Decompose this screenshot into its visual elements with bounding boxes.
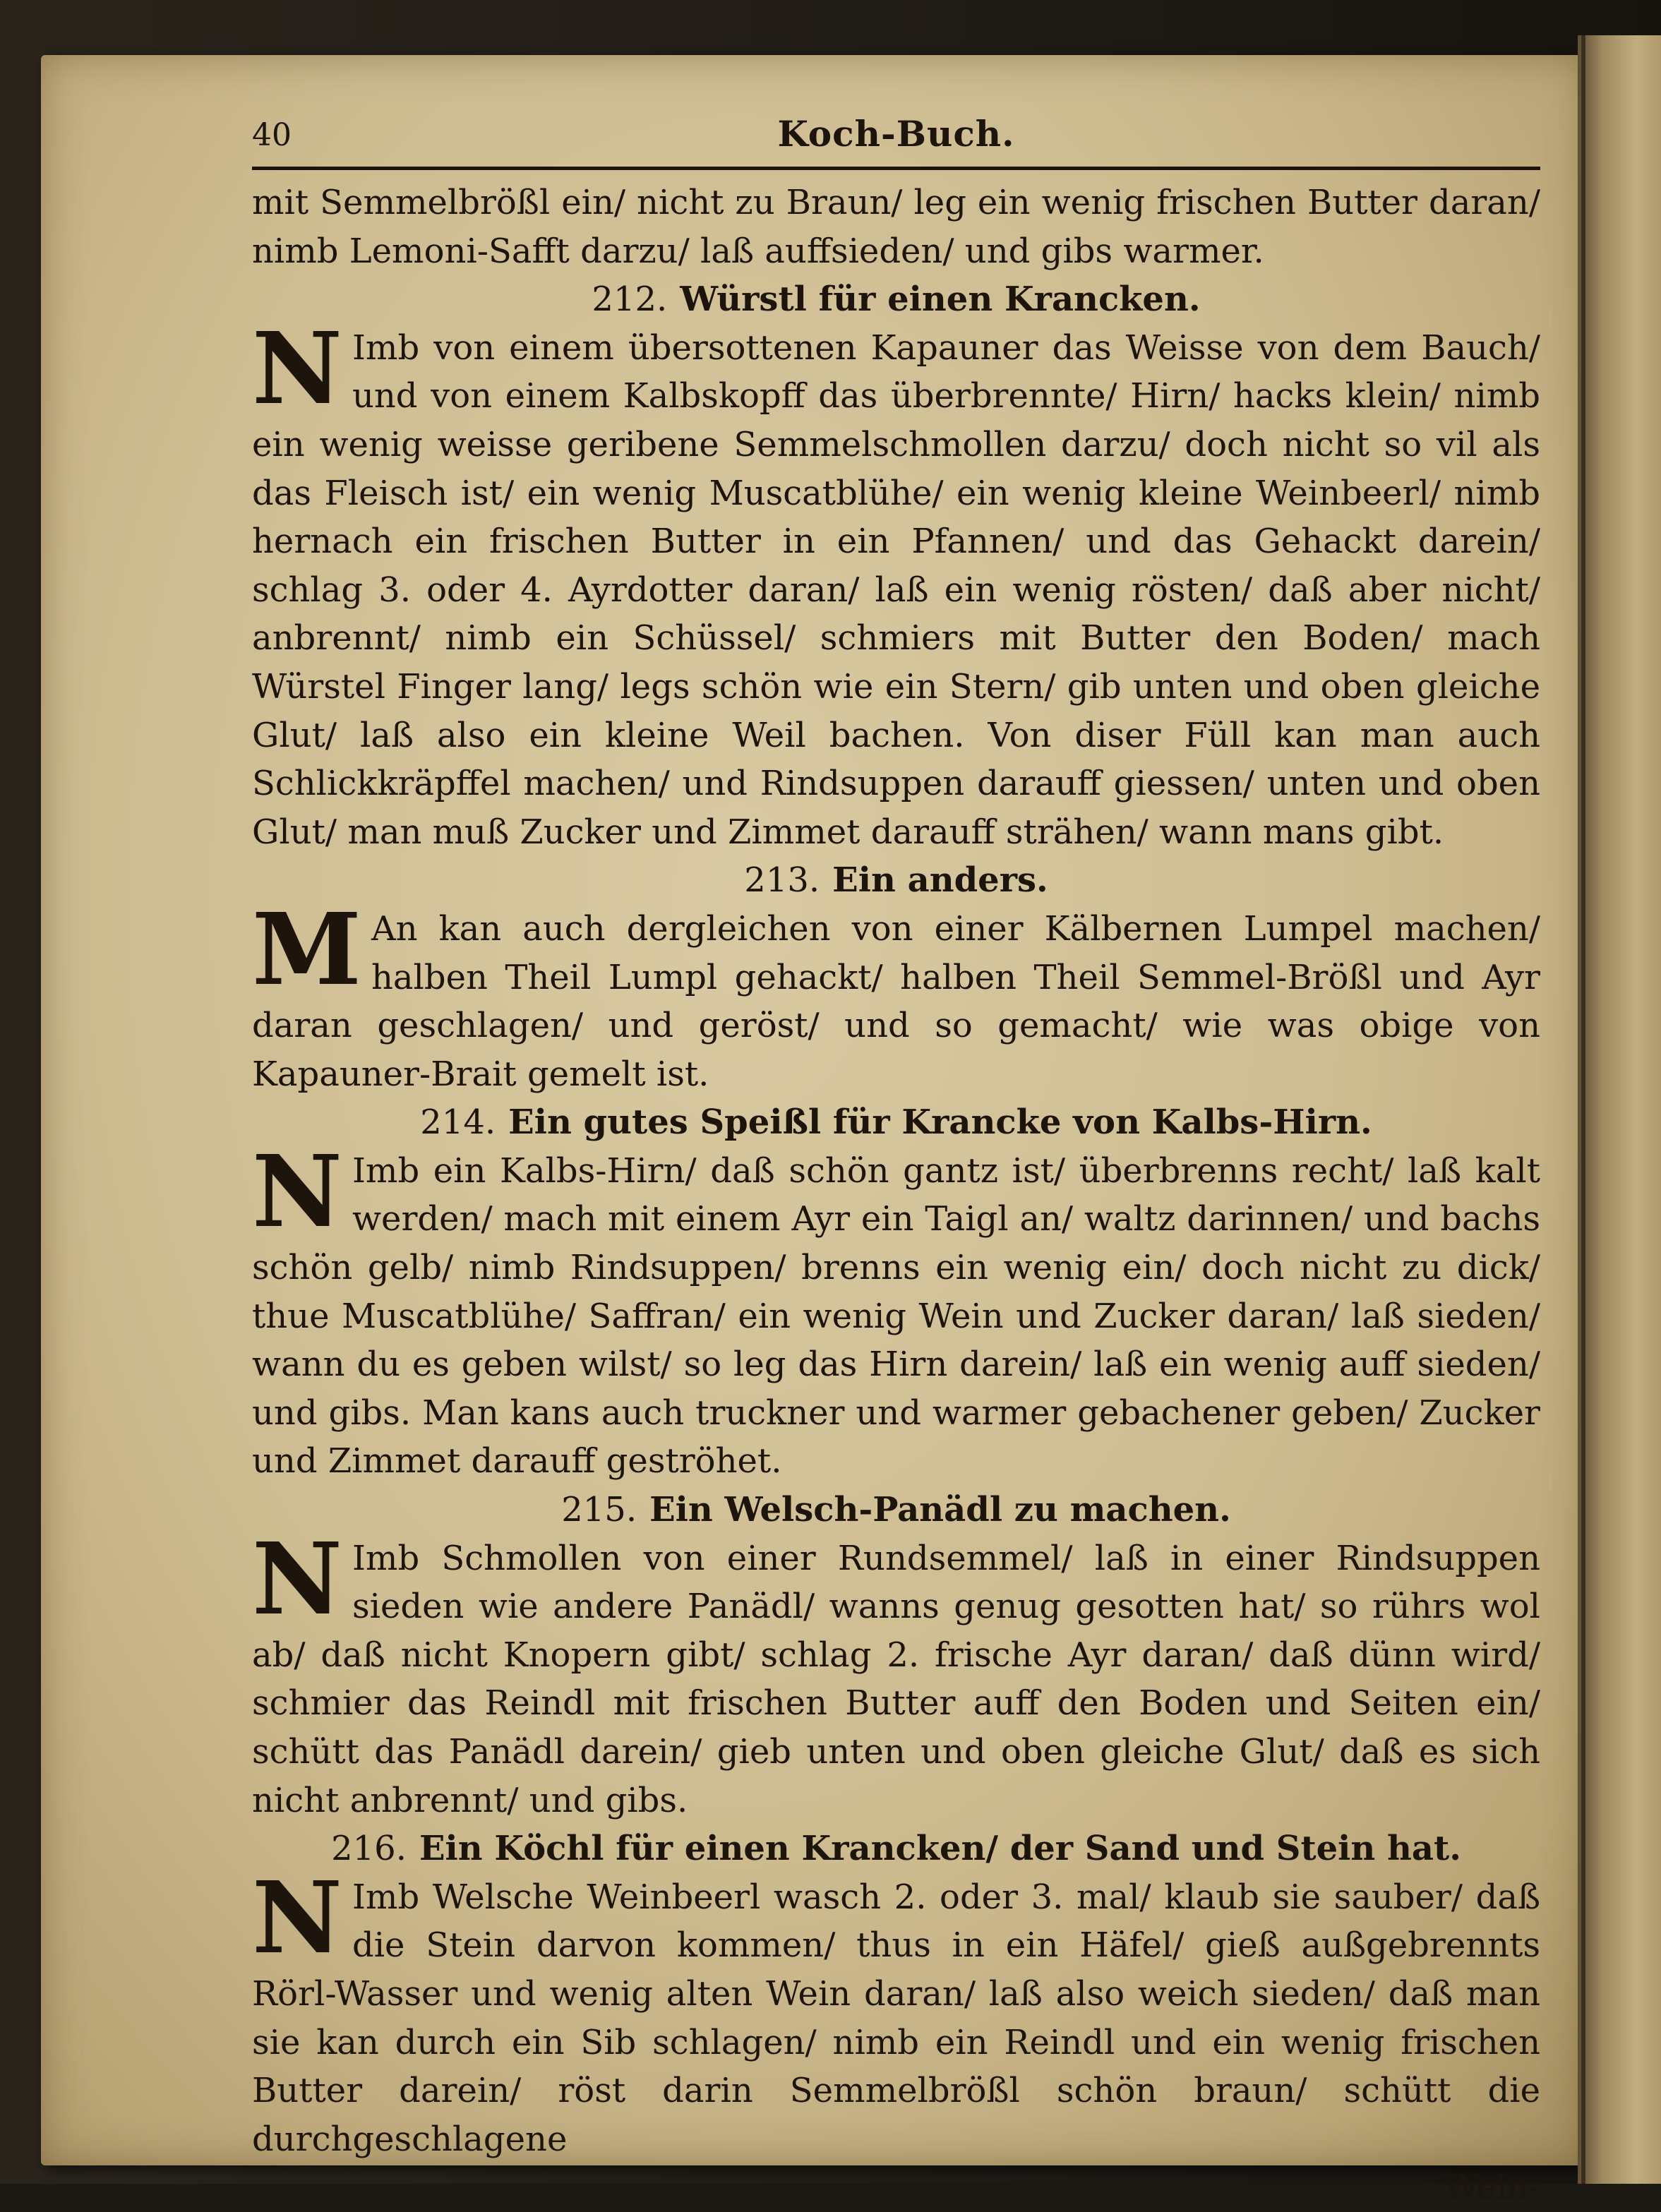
recipe-text — [252, 1860, 1540, 2164]
recipe-heading — [252, 1486, 1540, 1534]
recipe-title: Ein Welsch-Panädl zu machen. — [649, 1490, 1231, 1530]
recipe-heading — [252, 1098, 1540, 1147]
recipe-body: Imb Welsche Weinbeerl wasch 2. oder 3. mal/ klaub sie sauber/ daß die Stein darvon kommen/ thus in ein Häfel/ gieß außgebrennts Rörl-Wasser und wenig alten Wein daran/ laß also weich sieden/ daß man sie kan durch ein Sib schlagen/ nimb ein Reindl und ein wenig frischen Butter darein/ röst darin Semmelbrößl schön braun/ schütt die durchgeschlagene — [252, 1877, 1540, 2159]
recipe-title: Ein gutes Speißl für Krancke von Kalbs-Hirn. — [508, 1102, 1372, 1143]
drop-initial: N — [252, 311, 342, 427]
recipe-text — [252, 1134, 1540, 1486]
recipe-number: 212. — [592, 279, 668, 320]
drop-initial: N — [252, 1521, 342, 1637]
recipe-heading — [252, 275, 1540, 324]
header-rule — [252, 167, 1540, 170]
recipe-heading — [252, 1825, 1540, 1873]
catchword: Wein- — [1444, 2168, 1540, 2208]
recipe-body: Imb von einem übersottenen Kapauner das Weisse von dem Bauch/ und von einem Kalbskopff das überbrennte/ Hirn/ hacks klein/ nimb ein wenig weisse geribene Semmelschmollen darzu/ doch nicht so vil als das Fleisch ist/ ein wenig Muscatblühe/ ein wenig kleine Weinbeerl/ nimb hernach ein frischen Butter in ein Pfannen/ und das Gehackt darein/ schlag 3. oder 4. Ayrdotter daran/ laß ein wenig rösten/ daß aber nicht/ anbrennt/ nimb ein Schüssel/ schmiers mit Butter den Boden/ mach Würstel Finger lang/ legs schön wie ein Stern/ gib unten und oben gleiche Glut/ laß also ein kleine Weil bachen. Von diser Füll kan man auch Schlickkräpffel machen/ und Rindsuppen darauff giessen/ unten und oben Glut/ man muß Zucker und Zimmet darauff strähen/ wann mans gibt. — [252, 327, 1540, 852]
recipe-heading — [252, 856, 1540, 905]
recipe-number: 215. — [561, 1490, 637, 1530]
running-head — [252, 113, 1540, 162]
recipe-title: Ein Köchl für einen Krancken/ der Sand und Stein hat. — [419, 1829, 1461, 1869]
recipe-212 — [252, 275, 1540, 856]
facing-page-edge — [1578, 35, 1661, 2184]
page-content — [252, 113, 1540, 2212]
recipe-214 — [252, 1098, 1540, 1486]
drop-initial: N — [252, 1860, 342, 1976]
recipe-216 — [252, 1825, 1540, 2163]
recipe-title: Würstl für einen Krancken. — [680, 279, 1201, 320]
recipe-body: Imb ein Kalbs-Hirn/ daß schön gantz ist/ überbrenns recht/ laß kalt werden/ mach mit einem Ayr ein Taigl an/ waltz darinnen/ und bachs schön gelb/ nimb Rindsuppen/ brenns ein wenig ein/ doch nicht zu dick/ thue Muscatblühe/ Saffran/ ein wenig Wein und Zucker daran/ laß sieden/ wann du es geben wilst/ so leg das Hirn darein/ laß ein wenig auff sieden/ und gibs. Man kans auch truckner und warmer gebachener geben/ Zucker und Zimmet darauff geströhet. — [252, 1150, 1540, 1481]
recipe-body: An kan auch dergleichen von einer Kälbernen Lumpel machen/ halben Theil Lumpl gehackt/ halben Theil Semmel-Brößl und Ayr daran geschlagen/ und geröst/ und so gemacht/ wie was obige von Kapauner-Brait gemelt ist. — [252, 908, 1540, 1094]
recipe-text — [252, 311, 1540, 857]
body-text — [252, 179, 1540, 2212]
recipe-number: 216. — [331, 1829, 407, 1869]
recipe-body: Imb Schmollen von einer Rundsemmel/ laß in einer Rindsuppen sieden wie andere Panädl/ wanns genug gesotten hat/ so rührs wol ab/ daß nicht Knopern gibt/ schlag 2. frische Ayr daran/ daß dünn wird/ schmier das Reindl mit frischen Butter auff den Boden und Seiten ein/ schütt das Panädl darein/ gieb unten und oben gleiche Glut/ daß es sich nicht anbrennt/ und gibs. — [252, 1538, 1540, 1820]
drop-initial: N — [252, 1134, 342, 1250]
recipe-number: 214. — [420, 1102, 496, 1143]
running-title: Koch-Buch. — [777, 113, 1015, 155]
recipe-213 — [252, 856, 1540, 1098]
recipe-text — [252, 1521, 1540, 1825]
page-number: 40 — [252, 117, 292, 153]
recipe-215 — [252, 1486, 1540, 1825]
drop-initial: M — [252, 891, 361, 1008]
recipe-number: 213. — [744, 860, 820, 901]
continuation-text: mit Semmelbrößl ein/ nicht zu Braun/ leg ein wenig frischen Butter daran/ nimb Lemoni-Safft darzu/ laß auffsieden/ und gibs warmer. — [252, 183, 1540, 271]
recipe-title: Ein anders. — [832, 860, 1048, 901]
recipe-text — [252, 891, 1540, 1098]
binding-gutter — [1581, 35, 1585, 2184]
